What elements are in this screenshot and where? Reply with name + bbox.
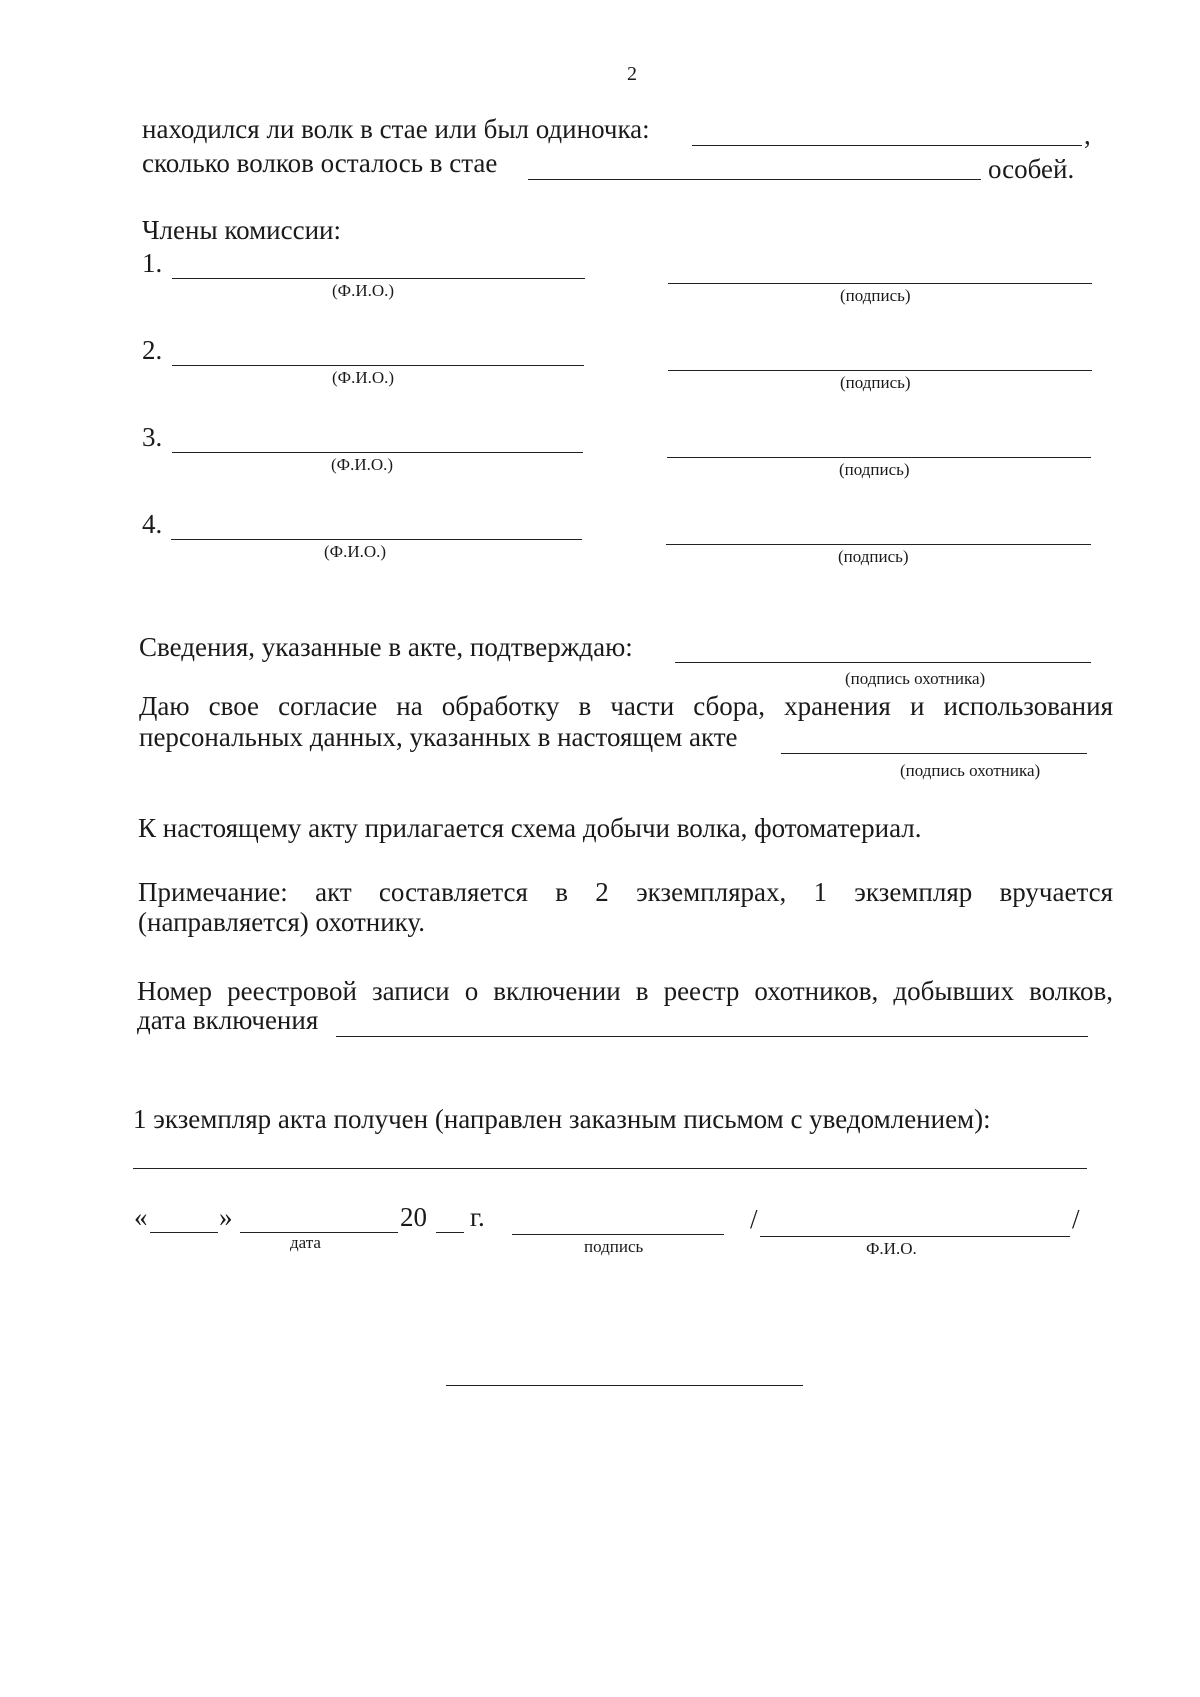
hunter-confirmation-signature-field[interactable] bbox=[675, 662, 1091, 663]
day-field[interactable] bbox=[150, 1232, 218, 1233]
page-number: 2 bbox=[627, 63, 637, 85]
receipt-text: 1 экземпляр акта получен (направлен заказным письмом с уведомлением): bbox=[133, 1104, 991, 1134]
member-signature-caption: (подпись) bbox=[838, 547, 909, 566]
member-signature-caption: (подпись) bbox=[840, 373, 911, 392]
confirmation-text: Сведения, указанные в акте, подтверждаю: bbox=[139, 632, 633, 662]
remaining-wolves-unit: особей. bbox=[988, 154, 1075, 184]
hunter-consent-signature-field[interactable] bbox=[781, 753, 1087, 754]
receipt-name-caption: Ф.И.О. bbox=[866, 1239, 917, 1258]
member-name-caption: (Ф.И.О.) bbox=[324, 542, 387, 561]
member-name-field[interactable] bbox=[171, 539, 582, 540]
member-name-field[interactable] bbox=[172, 452, 583, 453]
member-number: 2. bbox=[142, 335, 163, 365]
member-signature-field[interactable] bbox=[668, 283, 1092, 284]
consent-signature-caption: (подпись охотника) bbox=[900, 761, 1041, 780]
pack-question-comma: , bbox=[1084, 120, 1091, 150]
receipt-name-field[interactable] bbox=[760, 1236, 1070, 1237]
member-name-caption: (Ф.И.О.) bbox=[332, 368, 395, 387]
receipt-field[interactable] bbox=[133, 1168, 1087, 1169]
registry-record-field[interactable] bbox=[336, 1036, 1088, 1037]
member-signature-field[interactable] bbox=[667, 457, 1091, 458]
closing-divider bbox=[446, 1385, 803, 1386]
remaining-wolves-label: сколько волков осталось в стае bbox=[142, 148, 498, 178]
remaining-wolves-field[interactable] bbox=[528, 179, 981, 180]
member-signature-field[interactable] bbox=[668, 370, 1092, 371]
member-number: 1. bbox=[142, 248, 163, 278]
quote-close: » bbox=[219, 1202, 233, 1232]
member-name-caption: (Ф.И.О.) bbox=[331, 455, 394, 474]
year-suffix: г. bbox=[470, 1202, 485, 1232]
registry-text-line1: Номер реестровой записи о включении в реестр охотников, добывших волков, bbox=[137, 976, 1113, 1006]
member-name-field[interactable] bbox=[172, 278, 585, 279]
slash-right: / bbox=[1072, 1204, 1080, 1234]
member-signature-field[interactable] bbox=[666, 544, 1091, 545]
registry-text-line2: дата включения bbox=[137, 1005, 319, 1035]
consent-text-line1: Даю свое согласие на обработку в части сбора, хранения и использования bbox=[139, 691, 1113, 721]
note-text-line1: Примечание: акт составляется в 2 экземплярах, 1 экземпляр вручается bbox=[138, 877, 1113, 907]
pack-question-label: находился ли волк в стае или был одиночка: bbox=[142, 114, 650, 144]
member-name-field[interactable] bbox=[172, 365, 584, 366]
confirmation-signature-caption: (подпись охотника) bbox=[845, 669, 986, 688]
member-name-caption: (Ф.И.О.) bbox=[332, 281, 395, 300]
year-prefix: 20 bbox=[400, 1202, 427, 1232]
quote-open: « bbox=[134, 1202, 148, 1232]
pack-status-field[interactable] bbox=[692, 145, 1082, 146]
commission-title: Члены комиссии: bbox=[142, 215, 341, 245]
attachment-text: К настоящему акту прилагается схема добычи волка, фотоматериал. bbox=[138, 813, 922, 843]
receipt-signature-field[interactable] bbox=[512, 1234, 724, 1235]
note-text-line2: (направляется) охотнику. bbox=[138, 907, 425, 937]
member-signature-caption: (подпись) bbox=[839, 460, 910, 479]
member-number: 3. bbox=[142, 422, 163, 452]
receipt-signature-caption: подпись bbox=[584, 1237, 644, 1256]
year-field[interactable] bbox=[436, 1232, 464, 1233]
slash-left: / bbox=[750, 1204, 758, 1234]
member-number: 4. bbox=[142, 509, 163, 539]
member-signature-caption: (подпись) bbox=[840, 286, 911, 305]
date-caption: дата bbox=[290, 1233, 321, 1252]
consent-text-line2: персональных данных, указанных в настоящем акте bbox=[139, 722, 738, 752]
